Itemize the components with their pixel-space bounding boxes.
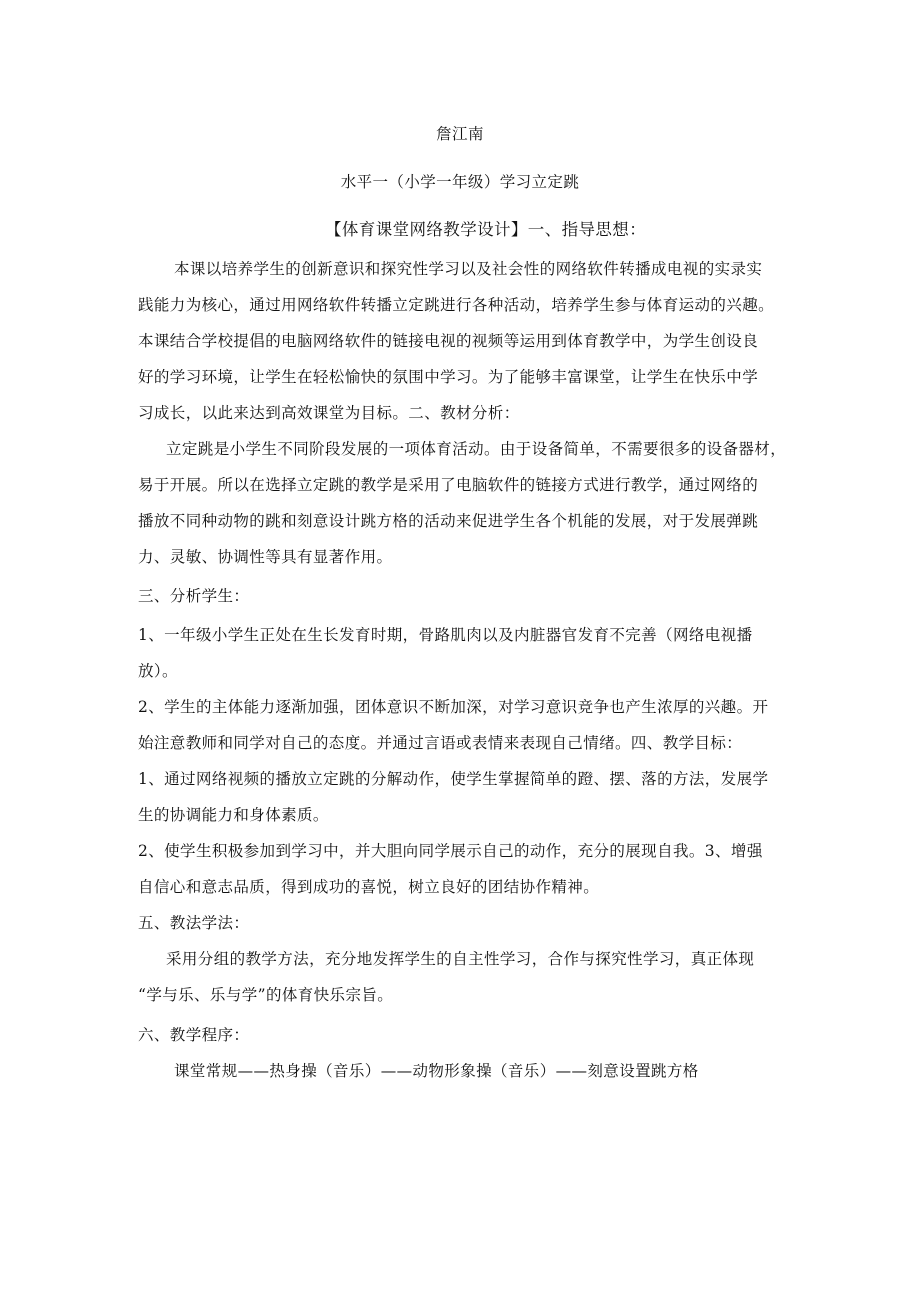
paragraph-line: 本课以培养学生的创新意识和探究性学习以及社会性的网络软件转播成电视的实录实 <box>174 260 763 278</box>
section-heading-students: 三、分析学生： <box>138 587 250 605</box>
list-item-line: 始注意教师和同学对自己的态度。并通过言语或表情来表现自己情绪。四、教学目标： <box>138 734 743 752</box>
list-item-line: 自信心和意志品质，得到成功的喜悦，树立良好的团结协作精神。 <box>138 878 600 896</box>
procedure-line: 课堂常规——热身操（音乐）——动物形象操（音乐）——刻意设置跳方格 <box>174 1062 699 1080</box>
list-item-line: 放）。 <box>138 662 178 680</box>
list-item-line: 1、通过网络视频的播放立定跳的分解动作，使学生掌握简单的蹬、摆、落的方法，发展学 <box>138 770 769 788</box>
list-item-line: 生的协调能力和身体素质。 <box>138 806 329 824</box>
paragraph-line: 践能力为核心，通过用网络软件转播立定跳进行各种活动，培养学生参与体育运动的兴趣。 <box>138 296 775 314</box>
section-heading-procedure: 六、教学程序： <box>138 1026 250 1044</box>
list-item-line: 2、学生的主体能力逐渐加强，团体意识不断加深，对学习意识竞争也产生浓厚的兴趣。开 <box>138 698 769 716</box>
paragraph-line: 播放不同种动物的跳和刻意设计跳方格的活动来促进学生各个机能的发展，对于发展弹跳 <box>138 512 759 530</box>
paragraph-line: 力、灵敏、协调性等具有显著作用。 <box>138 548 393 566</box>
paragraph-line: “学与乐、乐与学”的体育快乐宗旨。 <box>138 986 394 1004</box>
document-title: 水平一（小学一年级）学习立定跳 <box>340 173 580 191</box>
paragraph-line: 易于开展。所以在选择立定跳的教学是采用了电脑软件的链接方式进行教学，通过网络的 <box>138 476 759 494</box>
section-heading-guiding-idea: 【体育课堂网络教学设计】一、指导思想： <box>325 220 647 239</box>
list-item-line: 1、一年级小学生正处在生长发育时期，骨路肌肉以及内脏器官发育不完善（网络电视播 <box>138 626 753 644</box>
section-heading-methods: 五、教法学法： <box>138 914 250 932</box>
paragraph-line: 本课结合学校提倡的电脑网络软件的链接电视的视频等运用到体育教学中，为学生创设良 <box>138 332 759 350</box>
paragraph-line: 好的学习环境，让学生在轻松愉快的氛围中学习。为了能够丰富课堂，让学生在快乐中学 <box>138 368 759 386</box>
paragraph-line: 立定跳是小学生不同阶段发展的一项体育活动。由于设备简单，不需要很多的设备器材， <box>166 440 787 458</box>
paragraph-line: 习成长，以此来达到高效课堂为目标。二、教材分析： <box>138 404 520 422</box>
author-name: 詹江南 <box>436 125 484 143</box>
list-item-line: 2、使学生积极参加到学习中，并大胆向同学展示自己的动作，充分的展现自我。3、增强 <box>138 842 763 860</box>
paragraph-line: 采用分组的教学方法，充分地发挥学生的自主性学习，合作与探究性学习，真正体现 <box>166 950 755 968</box>
